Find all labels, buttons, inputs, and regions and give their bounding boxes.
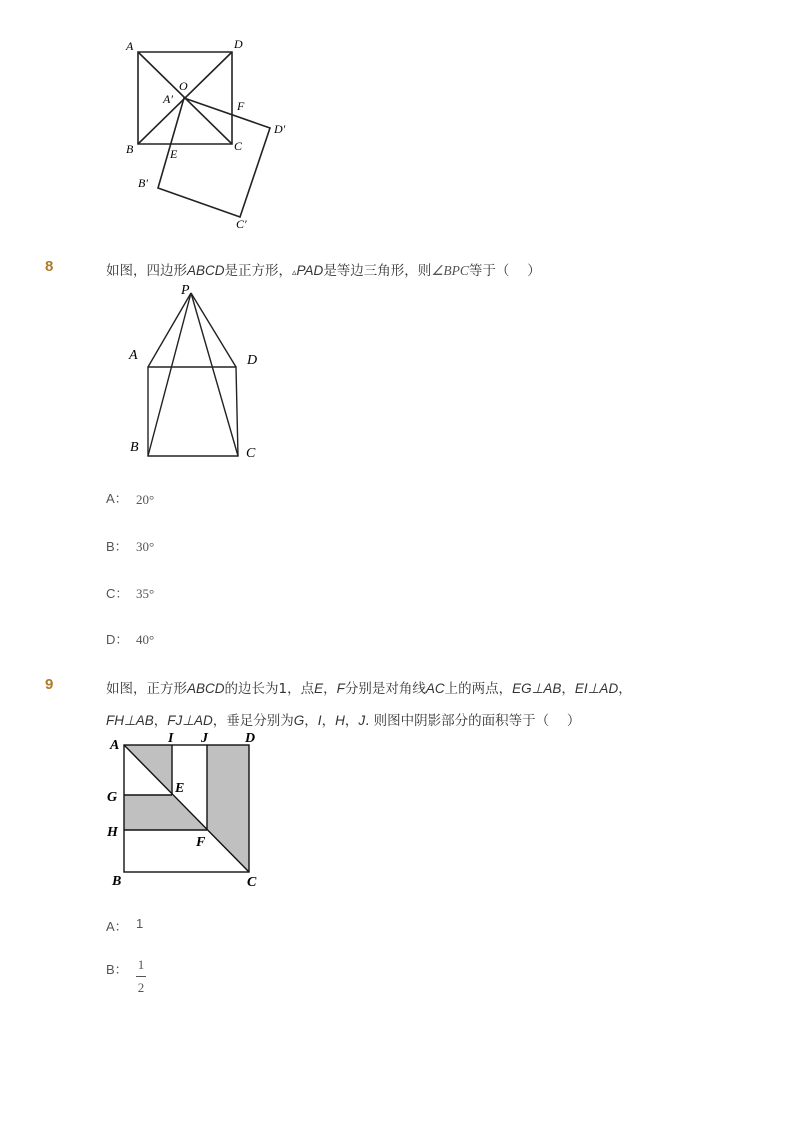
label-E: E (175, 781, 185, 796)
q8-text-part: 如图，四边形 (106, 263, 187, 279)
label-B: B (112, 874, 122, 889)
option-value: 40° (136, 632, 155, 647)
label-D: D (234, 37, 243, 51)
label-E: E (170, 147, 178, 161)
q8-text-part: 是正方形， (224, 263, 293, 279)
shaded-band-right (207, 745, 249, 872)
q9-point-f: F (336, 681, 345, 696)
q9-separator: ， (344, 713, 359, 729)
q9-text-part: 如图，正方形 (106, 681, 187, 697)
fraction-one-half (135, 957, 147, 996)
side-pa (148, 293, 191, 367)
q9-text-part: 上的两点， (444, 681, 513, 697)
q9-ei-perp: EI⊥AD (574, 681, 619, 696)
label-D: D (245, 731, 256, 746)
label-C: C (247, 875, 257, 890)
question-9-text-line2 (106, 709, 580, 729)
option-value: 20° (136, 492, 155, 507)
label-J: J (201, 731, 208, 746)
q9-text-part: 的边长为1，点 (224, 681, 315, 697)
shaded-band-left (124, 795, 207, 830)
q9-point-j: J (358, 713, 366, 728)
question-9-text-line1 (106, 677, 632, 697)
option-label: A： (106, 491, 128, 506)
label-C: C (234, 139, 243, 153)
q9-separator: ， (153, 713, 168, 729)
q9-separator: ， (321, 713, 336, 729)
q9-fh-perp: FH⊥AB (106, 713, 154, 728)
side-pd (191, 293, 236, 367)
q8-pad: PAD (296, 263, 324, 278)
label-A: A (110, 738, 120, 753)
q9-abcd: ABCD (187, 681, 225, 696)
label-D: D (247, 353, 258, 368)
q9-fj-perp: FJ⊥AD (167, 713, 213, 728)
label-F: F (196, 835, 206, 850)
fraction-numerator: 1 (137, 957, 145, 972)
label-I: I (168, 731, 174, 746)
label-H: H (107, 825, 118, 840)
q8-triangle-symbol: ▵ (292, 268, 297, 278)
figure-q9-shaded-square (100, 728, 270, 893)
q9-separator: ， (323, 681, 337, 697)
q9-point-e: E (314, 681, 324, 696)
q8-angle-bpc: ∠BPC (431, 263, 469, 278)
label-F: F (237, 99, 245, 113)
label-P: P (181, 283, 190, 298)
q9-point-i: I (317, 713, 322, 728)
label-O: O (179, 79, 188, 93)
q9-separator: ， (304, 713, 318, 729)
q8-text-part: 等于（ ） (468, 263, 541, 279)
option-label: A： (106, 919, 128, 934)
q9-text-part: 分别是对角线 (344, 681, 426, 697)
option-value: 30° (136, 539, 155, 554)
q9-eg-perp: EG⊥AB (512, 681, 562, 696)
q9-point-h: H (335, 713, 345, 728)
label-C-prime: C′ (236, 217, 247, 231)
option-label: B： (106, 962, 128, 977)
q9-ac: AC (425, 681, 445, 696)
label-C: C (246, 446, 256, 461)
option-label: D： (106, 632, 129, 647)
label-B-prime: B′ (138, 176, 148, 190)
figure-rotated-square (120, 35, 310, 235)
fraction-denominator: 2 (137, 980, 145, 995)
label-A: A (126, 39, 134, 53)
fraction-bar (136, 976, 146, 977)
label-G: G (107, 790, 118, 805)
label-D-prime: D′ (274, 122, 286, 136)
figure-q8-square-triangle (125, 278, 265, 468)
label-A: A (129, 348, 138, 363)
segment-pb (148, 293, 191, 456)
option-value: 1 (136, 916, 144, 931)
q8-abcd: ABCD (187, 263, 225, 278)
q9-separator: ， (618, 681, 632, 697)
question-8-text (106, 259, 541, 279)
segment-pc (191, 293, 238, 456)
option-label: C： (106, 586, 129, 601)
option-value: 35° (136, 586, 155, 601)
option-label: B： (106, 539, 128, 554)
q9-text-part: ，垂足分别为 (212, 713, 294, 729)
question-number-8: 8 (45, 258, 54, 275)
q9-text-part: . 则图中阴影部分的面积等于（ ） (365, 713, 581, 729)
label-A-prime: A′ (163, 92, 173, 106)
q9-separator: ， (561, 681, 575, 697)
label-B: B (126, 142, 134, 156)
q9-point-g: G (293, 713, 305, 728)
q8-text-part: 是等边三角形，则 (323, 263, 432, 279)
question-number-9: 9 (45, 676, 54, 693)
label-B: B (130, 440, 139, 455)
